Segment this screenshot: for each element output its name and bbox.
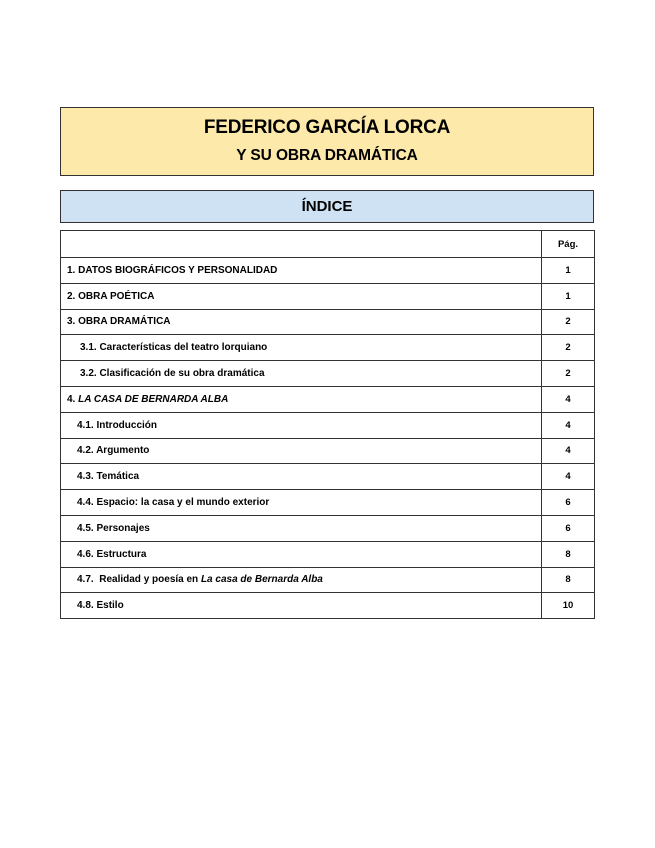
toc-entry-page: 4 <box>542 464 595 490</box>
toc-entry-page: 10 <box>542 593 595 619</box>
toc-entry-page: 2 <box>542 335 595 361</box>
table-row <box>61 490 595 516</box>
table-row <box>61 258 595 284</box>
toc-entry-label: 4.8. Estilo <box>61 593 542 619</box>
toc-entry-page: 2 <box>542 361 595 387</box>
toc-entry-label: 4.6. Estructura <box>61 541 542 567</box>
toc-entry-label: 1. DATOS BIOGRÁFICOS Y PERSONALIDAD <box>61 258 542 284</box>
table-row <box>61 515 595 541</box>
toc-entry-label: 4.1. Introducción <box>61 412 542 438</box>
toc-entry-label <box>61 386 542 412</box>
table-row <box>61 438 595 464</box>
toc-entry-page: 1 <box>542 283 595 309</box>
table-row <box>61 593 595 619</box>
index-heading: ÍNDICE <box>60 190 594 223</box>
toc-entry-label: 4.4. Espacio: la casa y el mundo exterior <box>61 490 542 516</box>
toc-entry-page: 6 <box>542 490 595 516</box>
toc-entry-label: 3. OBRA DRAMÁTICA <box>61 309 542 335</box>
toc-entry-label-prefix: 4. <box>67 393 79 405</box>
toc-entry-page: 8 <box>542 541 595 567</box>
document-title: FEDERICO GARCÍA LORCA <box>203 117 451 138</box>
toc-entry-page: 4 <box>542 438 595 464</box>
toc-entry-label: 2. OBRA POÉTICA <box>61 283 542 309</box>
toc-entry-page: 8 <box>542 567 595 593</box>
toc-entry-label: 3.2. Clasificación de su obra dramática <box>61 361 542 387</box>
toc-entry-label-italic: La casa de Bernarda Alba <box>200 574 323 586</box>
toc-entry-page: 2 <box>542 309 595 335</box>
document-title-box <box>60 107 594 176</box>
toc-entry-label: 4.3. Temática <box>61 464 542 490</box>
toc-entry-label: 4.5. Personajes <box>61 515 542 541</box>
toc-entry-label-italic: LA CASA DE BERNARDA ALBA <box>78 393 229 405</box>
table-row <box>61 361 595 387</box>
toc-entry-page: 4 <box>542 412 595 438</box>
toc-entry-page: 6 <box>542 515 595 541</box>
toc-entry-page: 1 <box>542 258 595 284</box>
toc-entry-label-prefix: 4.7. Realidad y poesía en <box>77 574 201 586</box>
toc-entry-label: 4.2. Argumento <box>61 438 542 464</box>
toc-entry-page: 4 <box>542 386 595 412</box>
table-row <box>61 386 595 412</box>
toc-header-row <box>61 231 595 258</box>
toc-entry-label <box>61 567 542 593</box>
toc-header-label-cell <box>61 231 542 258</box>
table-row <box>61 541 595 567</box>
table-row <box>61 567 595 593</box>
table-row <box>61 412 595 438</box>
document-subtitle: Y SU OBRA DRAMÁTICA <box>236 147 418 164</box>
table-row <box>61 335 595 361</box>
toc-entry-label: 3.1. Características del teatro lorquiano <box>61 335 542 361</box>
table-row <box>61 464 595 490</box>
table-of-contents <box>60 230 595 619</box>
table-row <box>61 283 595 309</box>
toc-page-column-header: Pág. <box>542 231 595 258</box>
table-row <box>61 309 595 335</box>
